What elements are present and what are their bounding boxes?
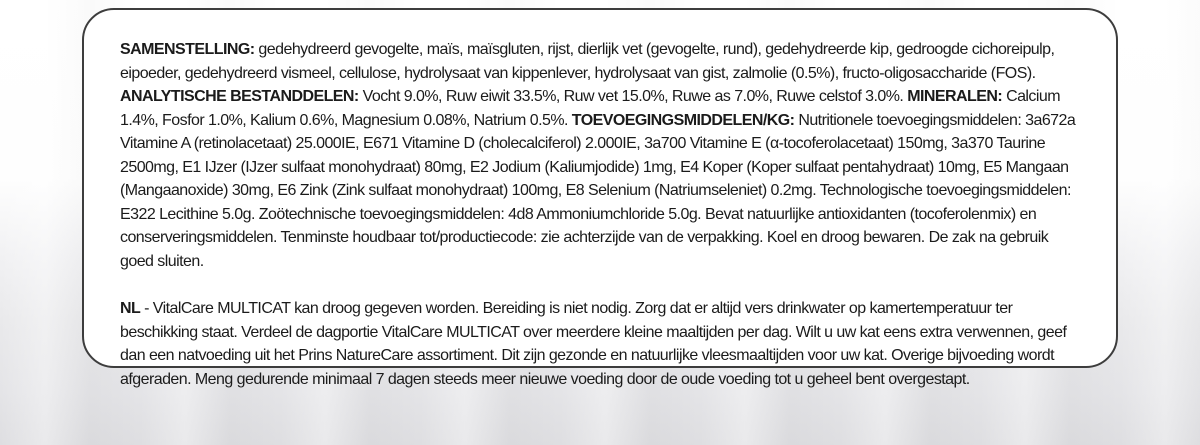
analytical-text: Vocht 9.0%, Ruw eiwit 33.5%, Ruw vet 15.0%, Ruwe as 7.0%, Ruwe celstof 3.0%. <box>358 88 908 105</box>
analytical-heading: ANALYTISCHE BESTANDDELEN: <box>120 88 359 105</box>
composition-heading: SAMENSTELLING: <box>120 41 255 58</box>
feeding-text: - VitalCare MULTICAT kan droog gegeven worden. Bereiding is niet nodig. Zorg dat er altijd vers drinkwater op kamertemperatuur ter beschikking staat. Verdeel de dagportie VitalCare MULTICAT over meerdere kleine maaltijden per dag. Wilt u uw kat eens extra verwennen, geef dan een natvoeding uit het Prins NatureCare assortiment. Dit zijn gezonde en natuurlijke vleesmaaltijden voor uw kat. Overige bijvoeding wordt afgeraden. Meng gedurende minimaal 7 dagen steeds meer nieuwe voeding door de oude voeding tot u geheel bent overgestapt. <box>120 300 1067 388</box>
composition-text: gedehydreerd gevogelte, maïs, maïsgluten, rijst, dierlijk vet (gevogelte, rund), gedehydreerde kip, gedroogde cichoreipulp, eipoeder, gedehydreerd vismeel, cellulose, hydrolysaat van kippenlever, hydrolysaat van gist, zalmolie (0.5%), fructo-oligosaccharide (FOS). <box>120 41 1055 82</box>
additives-text: Nutritionele toevoegingsmiddelen: 3a672a Vitamine A (retinolacetaat) 25.000IE, E671 Vitamine D (cholecalciferol) 2.000IE, 3a700 Vitamine E (α-tocoferolacetaat) 150mg, 3a370 Taurine 2500mg, E1 IJzer (IJzer sulfaat monohydraat) 80mg, E2 Jodium (Kaliumjodide) 1mg, E4 Koper (Koper sulfaat pentahydraat) 10mg, E5 Mangaan (Mangaanoxide) 30mg, E6 Zink (Zink sulfaat monohydraat) 100mg, E8 Selenium (Natriumseleniet) 0.2mg. Technologische toevoegingsmiddelen: E322 Lecithine 5.0g. Zoötechnische toevoegingsmiddelen: 4d8 Ammoniumchloride 5.0g. Bevat natuurlijke antioxidanten (tocoferolenmix) en conserveringsmiddelen. Tenminste houdbaar tot/productiecode: zie achterzijde van de verpakking. Koel en droog bewaren. De zak na gebruik goed sluiten. <box>120 111 1076 270</box>
additives-heading: TOEVOEGINGSMIDDELEN/KG: <box>571 111 795 129</box>
minerals-heading: MINERALEN: <box>907 88 1003 105</box>
minerals-text: Calcium 1.4%, Fosfor 1.0%, Kalium 0.6%, Magnesium 0.08%, Natrium 0.5%. <box>120 88 1061 129</box>
label-card <box>82 8 1118 388</box>
feeding-instructions-paragraph <box>120 297 1080 391</box>
ingredients-paragraph <box>120 38 1080 273</box>
language-code: NL <box>120 300 141 317</box>
